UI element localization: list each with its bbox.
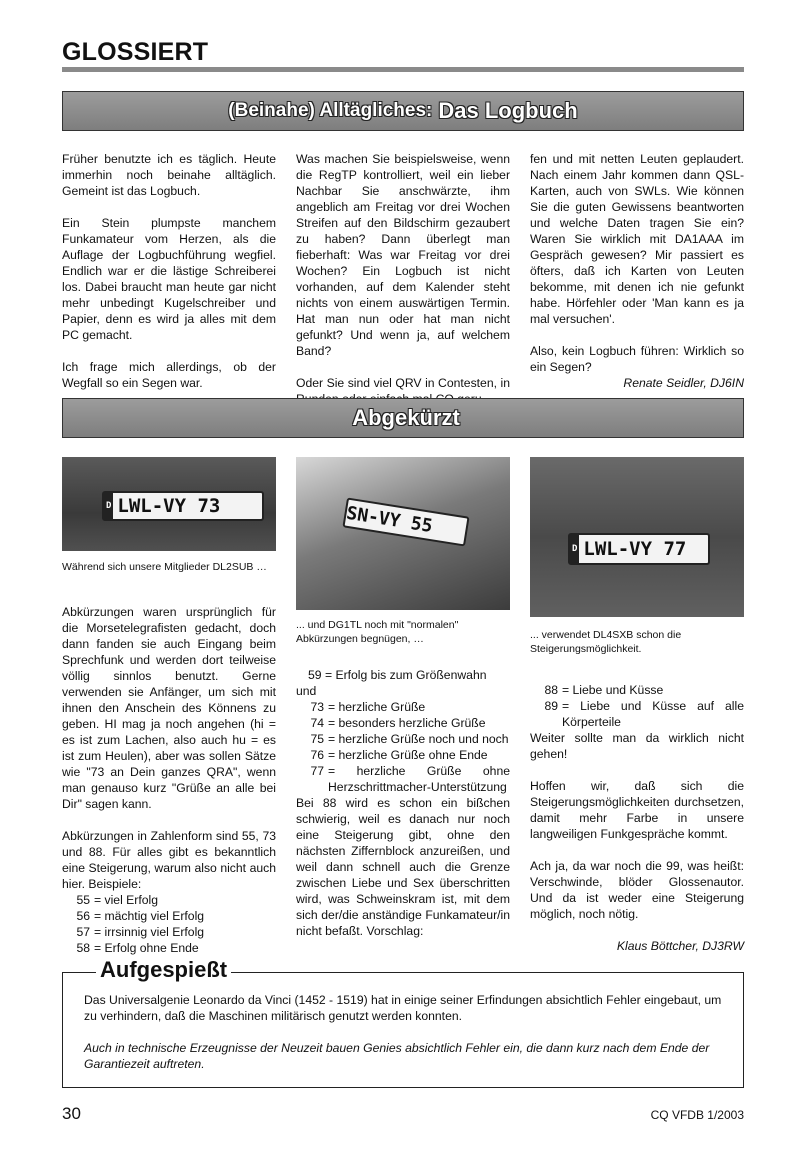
article1-column-3 — [530, 151, 744, 391]
list-item: 59 = Erfolg bis zum Größenwahn — [308, 668, 487, 682]
list-item: 77 = herzliche Grüße ohne Herzschrittmacher-Unterstützung — [310, 764, 510, 794]
banner-title: Abgekürzt — [352, 405, 460, 430]
license-plate-photo-1 — [62, 457, 276, 551]
list-item: 88 = Liebe und Küsse — [544, 683, 664, 697]
article1-column-2 — [296, 151, 510, 423]
author-signature: Renate Seidler, DJ6IN — [623, 376, 744, 390]
header-rule — [62, 67, 744, 72]
article2-column-2 — [296, 667, 510, 939]
list-item: 75 = herzliche Grüße noch und noch — [310, 732, 509, 746]
box-paragraph: Das Universalgenie Leonardo da Vinci (1452 - 1519) hat in einige seiner Erfindungen absichtlich Fehler eingebaut, um zu verhindern, daß die Maschinen militärisch genutzt werden konnten. — [84, 993, 722, 1023]
paragraph: Oder Sie sind viel QRV in Contesten, in — [296, 376, 510, 390]
article2-column-3 — [530, 682, 744, 954]
number-code-list-2 — [296, 699, 510, 795]
paragraph: Hoffen wir, daß sich die Steigerungsmöglichkeiten durchsetzen, damit mehr Farbe in unsere langweiligen Funkgespräche kommt. — [530, 779, 744, 841]
box-title: Aufgespießt — [96, 957, 231, 983]
license-plate: D LWL-VY 77 — [568, 533, 710, 565]
list-item: 55 = viel Erfolg — [76, 893, 159, 907]
list-item: 89 = Liebe und Küsse auf alle Körperteile — [544, 699, 744, 729]
list-item: 57 = irrsinnig viel Erfolg — [76, 925, 205, 939]
license-plate-photo-3 — [530, 457, 744, 617]
banner-title: Das Logbuch — [438, 98, 578, 123]
article-banner-abgekuerzt — [62, 398, 744, 438]
license-plate-photo-2 — [296, 457, 510, 610]
paragraph: Abkürzungen in Zahlenform sind 55, 73 und 88. Für alles gibt es bekanntlich eine Steigerung, warum also nicht auch hier. Beispiele: — [62, 829, 276, 891]
photo-caption-1: Während sich unsere Mitglieder DL2SUB … — [62, 561, 267, 573]
number-code-list-1 — [62, 892, 276, 956]
eu-band: D — [104, 493, 113, 519]
list-text: und — [296, 684, 317, 698]
eu-band: D — [570, 535, 579, 563]
list-item: 56 = mächtig viel Erfolg — [76, 909, 205, 923]
section-title: GLOSSIERT — [62, 38, 209, 66]
paragraph: Früher benutzte ich es täglich. Heute immerhin noch beinahe alltäglich. Gemeint ist das Logbuch. — [62, 152, 276, 198]
list-item: 76 = herzliche Grüße ohne Ende — [310, 748, 488, 762]
author-signature: Klaus Böttcher, DJ3RW — [616, 939, 744, 953]
list-item: 58 = Erfolg ohne Ende — [76, 941, 199, 955]
issue-label: CQ VFDB 1/2003 — [650, 1108, 744, 1122]
article-banner-logbuch — [62, 91, 744, 131]
article2-column-1 — [62, 604, 276, 956]
paragraph: Bei 88 wird es schon ein bißchen schwierig, weil es danach nur noch eine Steigerung gibt, ohne den nächsten Ziffernblock anzureißen, und weil dann schnell auch die Grenze zwischen Liebe und Sex überschritten wird, was Schweinskram ist, mit dem sich der/die anständige Funkamateur/in nicht befaßt. Vorschlag: — [296, 796, 510, 938]
banner-prefix: (Beinahe) Alltägliches: — [228, 100, 433, 121]
number-code-list-3 — [530, 682, 744, 730]
paragraph: Abkürzungen waren ursprünglich für die Morsetelegrafisten gedacht, doch dann fanden sie auch Eingang beim Sprechfunk und werden dort teilweise völlig sinnlos benutzt. Gerne verwenden sie Anfänger, um sich mit ihnen den Anschein des Könnens zu geben. HI mag ja noch angehen (hi = es ist zum Lachen, also auch hu = es ist zum Heulen), aber was sollen Sätze wie "73 an Dein ganzes QRA", wenn man genauso kurz "Grüße an alle bei Dir" sagen kann. — [62, 605, 276, 811]
license-plate: SN-VY 55 — [342, 497, 469, 546]
list-item: 73 = herzliche Grüße — [310, 700, 426, 714]
paragraph: Was machen Sie beispielsweise, wenn die RegTP kontrolliert, weil ein lieber Nachbar Sie anschwärzte, ihm angeblich am Freitag vor drei Wochen Streifen auf den Bildschirm gezaubert zu haben? Dann überlegt man fieberhaft: Was war Freitag vor drei Wochen? Ein Logbuch ist nicht vorhanden, auf dem Kalender steht nichts von einem auswärtigen Termin. Hat man nun oder hat man nicht gefunkt? Und wenn ja, auf welchem Band? — [296, 152, 510, 358]
box-paragraph-italic: Auch in technische Erzeugnisse der Neuzeit bauen Genies absichtlich Fehler ein, die dann kurz nach dem Ende der Garantiezeit auftreten. — [84, 1041, 710, 1071]
paragraph: Weiter sollte man da wirklich nicht gehen! — [530, 731, 744, 761]
page-number: 30 — [62, 1104, 81, 1123]
photo-caption-3: ... verwendet DL4SXB schon die Steigerungsmöglichkeit. — [530, 629, 682, 655]
paragraph: Ach ja, da war noch die 99, was heißt: Verschwinde, blöder Glossenautor. Und da ist weder eine Steigerung möglich, noch nötig. — [530, 859, 744, 921]
paragraph: fen und mit netten Leuten geplaudert. Nach einem Jahr kommen dann QSL-Karten, auch von SWLs. Wie können Sie die guten Gewissens beantworten und welche Daten tragen Sie ein? Waren Sie wirklich mit DA1AAA im Gespräch gewesen? Mir passiert es öfters, daß ich Karten von Leuten bekomme, mit denen ich nie gefunkt habe. Hörfehler oder 'Man kann es ja mal versuchen'. — [530, 152, 744, 326]
photo-caption-2: ... und DG1TL noch mit "normalen" Abkürzungen begnügen, … — [296, 619, 459, 645]
paragraph: Ich frage mich allerdings, ob der Wegfall so ein Segen war. — [62, 360, 276, 390]
list-item: 74 = besonders herzliche Grüße — [310, 716, 486, 730]
paragraph: Also, kein Logbuch führen: Wirklich so ein Segen? — [530, 344, 744, 374]
article1-column-1 — [62, 151, 276, 407]
license-plate: D LWL-VY 73 — [102, 491, 264, 521]
paragraph: Ein Stein plumpste manchem Funkamateur vom Herzen, als die Auflage der Logbuchführung wegfiel. Endlich war er die lästige Schreiberei los. Dabei braucht man heute gar nicht mehr unbedingt Kugelschreiber und Papier, denn es wird ja alles mit dem PC gemacht. — [62, 216, 276, 342]
